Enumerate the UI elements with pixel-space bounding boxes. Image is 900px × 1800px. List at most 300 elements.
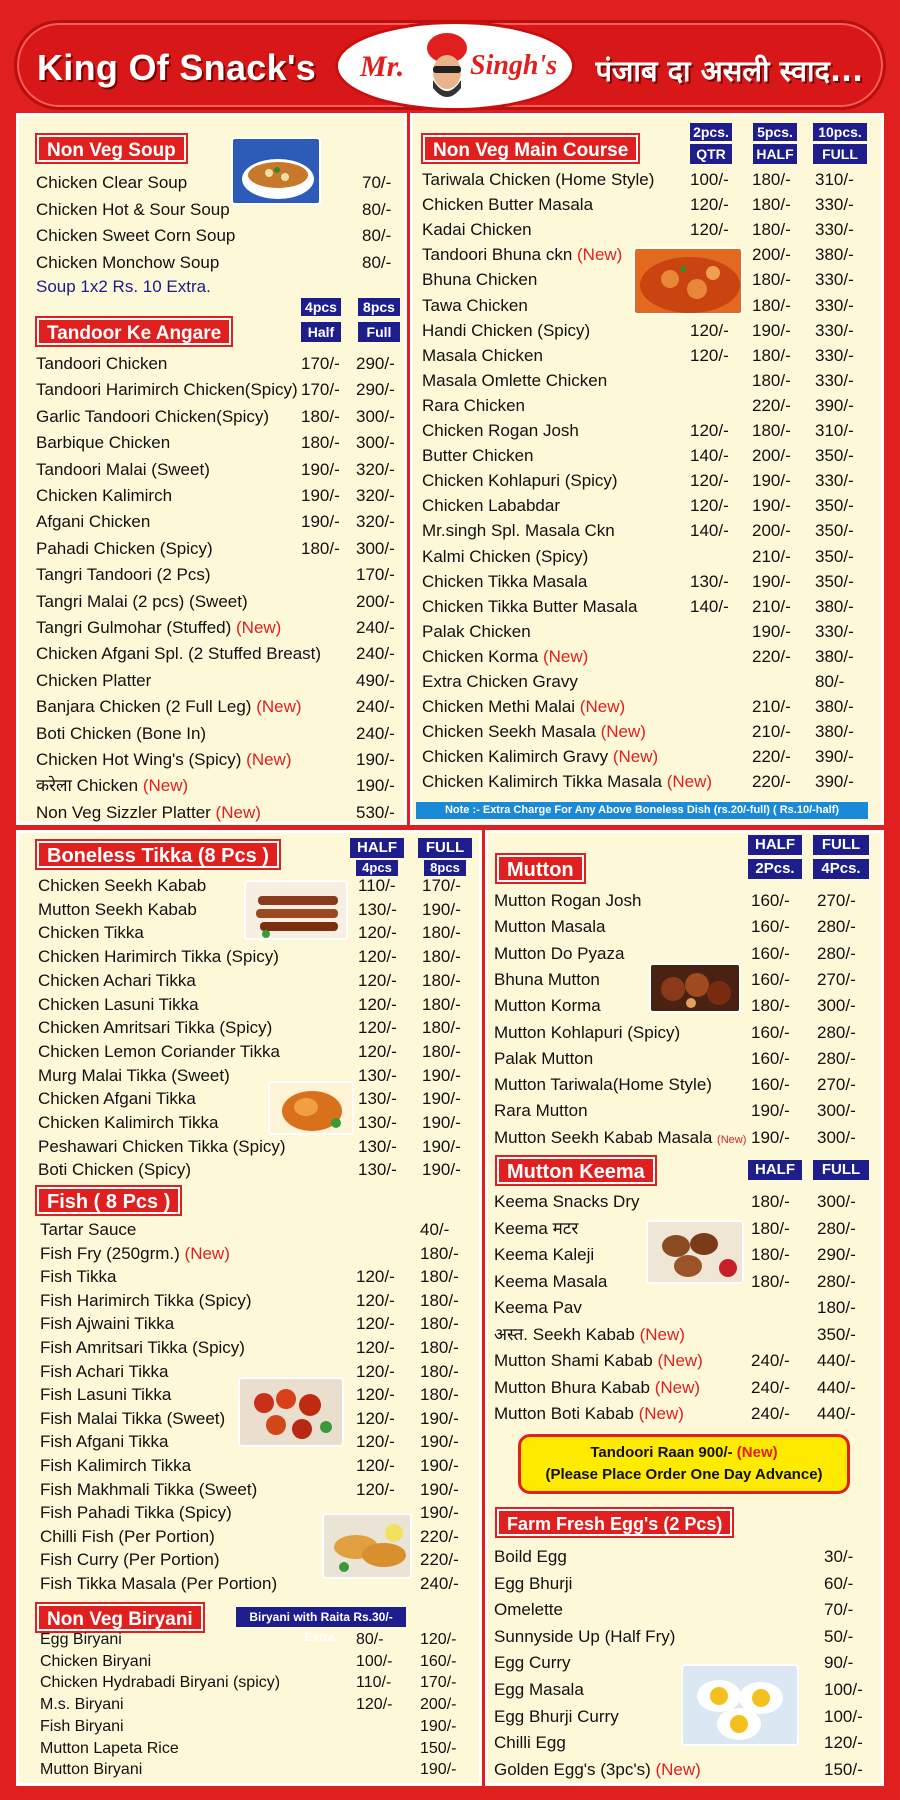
item-name	[36, 405, 269, 428]
half-price: 180/-	[751, 996, 790, 1016]
menu-item	[40, 1628, 480, 1651]
full-price: 240/-	[356, 697, 395, 717]
full-price: 440/-	[817, 1351, 856, 1370]
menu-item	[38, 1111, 478, 1134]
full-price: 190/-	[420, 1408, 459, 1428]
full-price: 320/-	[356, 459, 395, 479]
item-name	[494, 968, 600, 991]
menu-item	[494, 1296, 884, 1319]
full-price: 530/-	[356, 802, 395, 822]
item-name	[422, 620, 531, 643]
item-name	[36, 748, 292, 771]
tandoor-col1-pcs: 4pcs	[301, 298, 341, 316]
full-price: 350/-	[815, 546, 854, 566]
menu-item	[38, 969, 478, 992]
item-name	[40, 1407, 225, 1430]
menu-item	[36, 378, 406, 401]
item-name	[36, 801, 261, 824]
menu-item	[422, 444, 882, 467]
menu-item	[40, 1242, 480, 1265]
half-price: 130/-	[358, 899, 397, 919]
item-name-text: Chicken Rogan Josh	[422, 421, 579, 440]
menu-item	[36, 695, 406, 718]
half-price: 190/-	[752, 621, 791, 641]
full-price: 180/-	[817, 1298, 856, 1317]
main-col1-label: QTR	[690, 144, 732, 164]
half-price: 100/-	[356, 1652, 393, 1670]
item-name	[494, 1625, 675, 1648]
menu-item	[494, 1217, 884, 1240]
menu-item	[40, 1501, 480, 1524]
item-name	[38, 1087, 196, 1110]
full-price: 380/-	[815, 697, 854, 717]
half-price: 180/-	[751, 1192, 790, 1211]
new-tag: (New)	[638, 1404, 684, 1423]
full-price: 150/-	[824, 1759, 863, 1779]
item-name	[38, 1158, 191, 1181]
menu-item	[494, 1758, 884, 1781]
item-name-text: Handi Chicken (Spicy)	[422, 320, 591, 340]
menu-item	[494, 1099, 884, 1122]
item-name	[36, 171, 187, 194]
tandoor-col1-label: Half	[301, 322, 341, 342]
item-name-text: Chilli Fish (Per Portion)	[40, 1526, 215, 1546]
half-price: 180/-	[752, 220, 791, 240]
full-price: 300/-	[356, 538, 395, 558]
half-price: 110/-	[356, 1674, 392, 1692]
item-name	[40, 1548, 219, 1571]
menu-item	[494, 1402, 884, 1425]
menu-item	[422, 419, 882, 442]
item-name-text: Mutton Korma	[494, 996, 601, 1016]
item-name	[494, 1545, 567, 1568]
full-price: 180/-	[422, 923, 461, 943]
item-name-text: Chicken Butter Masala	[422, 195, 594, 215]
item-name	[36, 590, 248, 613]
half-price: 190/-	[301, 486, 340, 505]
half-price: 210/-	[752, 596, 791, 616]
full-price: 30/-	[824, 1547, 854, 1566]
item-name	[422, 419, 579, 442]
full-price: 270/-	[817, 969, 856, 989]
full-price: 180/-	[420, 1385, 459, 1405]
item-name-text: Fish Fry (250grm.)	[40, 1243, 180, 1263]
item-name-text: Mutton Masala	[494, 917, 606, 937]
item-name	[494, 1349, 703, 1372]
item-name	[494, 1705, 619, 1728]
half-price: 180/-	[752, 345, 791, 365]
menu-item	[494, 1073, 884, 1096]
menu-item	[422, 319, 882, 342]
item-name	[494, 1126, 746, 1152]
half-price: 130/-	[358, 1089, 397, 1109]
menu-item	[494, 942, 884, 965]
full-price: 190/-	[420, 1479, 459, 1499]
item-name	[494, 1323, 685, 1346]
item-name-text: Sunnyside Up (Half Fry)	[494, 1626, 676, 1646]
full-price: 280/-	[817, 917, 856, 937]
mutton-col1-pcs: 2Pcs.	[748, 859, 802, 879]
full-price: 180/-	[420, 1243, 459, 1263]
item-name-text: Chicken Tikka Masala	[422, 571, 588, 591]
item-name	[422, 695, 625, 718]
item-name	[38, 1135, 286, 1158]
half-price: 120/-	[356, 1290, 395, 1310]
logo-singh-text: Singh's	[470, 50, 558, 81]
full-price: 330/-	[815, 270, 854, 290]
menu-item	[422, 268, 882, 291]
menu-item	[494, 1047, 884, 1070]
full-price: 190/-	[356, 776, 395, 796]
full-price: 180/-	[422, 970, 461, 990]
full-price: 70/-	[362, 173, 392, 192]
item-name-text: Kalmi Chicken (Spicy)	[422, 546, 589, 566]
full-price: 40/-	[420, 1220, 450, 1239]
item-name-text: Tartar Sauce	[40, 1220, 137, 1239]
item-name-text: Mutton Seekh Kabab Masala	[494, 1127, 713, 1147]
item-name-text: Mutton Kohlapuri (Spicy)	[494, 1022, 681, 1042]
half-price: 120/-	[358, 947, 397, 967]
item-name	[422, 595, 637, 618]
new-tag: (New)	[236, 618, 282, 637]
new-tag: (New)	[612, 747, 659, 767]
item-name	[40, 1312, 174, 1335]
half-price: 180/-	[752, 170, 791, 189]
item-name-text: Fish Kalimirch Tikka	[40, 1456, 192, 1475]
qtr-price: 140/-	[690, 446, 729, 466]
item-name-text: Chicken Kalimirch Gravy	[422, 747, 609, 767]
item-name-text: Tandoori Harimirch Chicken(Spicy)	[36, 380, 298, 400]
menu-item	[494, 1270, 884, 1293]
item-name	[36, 722, 206, 745]
half-price: 190/-	[752, 571, 791, 591]
half-price: 120/-	[358, 970, 397, 990]
item-name	[40, 1693, 124, 1716]
full-price: 180/-	[422, 1018, 461, 1038]
qtr-price: 130/-	[690, 571, 729, 591]
item-name-text: Chicken Harimirch Tikka (Spicy)	[38, 947, 279, 967]
full-price: 320/-	[356, 512, 395, 532]
half-price: 120/-	[358, 923, 397, 943]
item-name-text: Fish Amritsari Tikka (Spicy)	[40, 1338, 245, 1357]
full-price: 200/-	[356, 591, 395, 611]
item-name-text: Egg Curry	[494, 1653, 571, 1673]
full-price: 190/-	[420, 1456, 459, 1475]
full-price: 290/-	[356, 354, 395, 373]
full-price: 270/-	[817, 1075, 856, 1095]
full-price: 190/-	[422, 1160, 461, 1180]
menu-item	[422, 218, 882, 241]
item-name	[36, 537, 213, 560]
full-price: 300/-	[817, 1101, 856, 1121]
item-name	[494, 1758, 701, 1781]
full-price: 310/-	[815, 421, 854, 440]
item-name-text: Bhuna Mutton	[494, 969, 600, 989]
item-name	[422, 469, 618, 492]
menu-item	[422, 545, 882, 568]
item-name	[40, 1383, 171, 1406]
item-name-text: Fish Achari Tikka	[40, 1361, 169, 1381]
menu-item	[36, 774, 406, 797]
item-name	[40, 1715, 124, 1738]
half-price: 110/-	[358, 876, 396, 895]
item-name-text: Chicken Hydrabadi Biryani (spicy)	[40, 1674, 281, 1692]
item-name	[38, 1111, 218, 1134]
full-price: 80/-	[362, 252, 392, 272]
item-name-text: Kadai Chicken	[422, 220, 532, 240]
item-name	[36, 774, 188, 797]
full-price: 180/-	[420, 1267, 459, 1287]
full-price: 190/-	[422, 1113, 461, 1132]
full-price: 300/-	[817, 1192, 856, 1211]
menu-item	[36, 171, 396, 194]
item-name-text: Tandoori Malai (Sweet)	[36, 459, 210, 479]
half-price: 200/-	[752, 446, 791, 466]
item-name-text: Egg Biryani	[40, 1631, 122, 1648]
item-name-text: Chicken Lababdar	[422, 496, 560, 516]
item-name-text: Chilli Egg	[494, 1733, 566, 1753]
section-title-biryani: Non Veg Biryani	[37, 1604, 203, 1631]
item-name-text: Chicken Seekh Kabab	[38, 876, 207, 895]
item-name	[494, 1731, 566, 1754]
item-name	[494, 915, 606, 938]
item-name-text: Fish Ajwaini Tikka	[40, 1314, 175, 1334]
full-price: 280/-	[817, 1271, 856, 1291]
tandoor-col2-label: Full	[358, 322, 400, 342]
item-name-text: Mutton Rogan Josh	[494, 891, 642, 910]
menu-item	[40, 1265, 480, 1288]
item-name	[36, 484, 172, 507]
item-name-text: Fish Malai Tikka (Sweet)	[40, 1408, 226, 1428]
item-name	[422, 519, 615, 542]
menu-item	[36, 510, 406, 533]
full-price: 300/-	[817, 1127, 856, 1147]
menu-item	[40, 1407, 480, 1430]
item-name	[422, 770, 712, 793]
menu-item	[38, 993, 478, 1016]
item-name	[40, 1430, 169, 1453]
item-name-text: Fish Lasuni Tikka	[40, 1385, 172, 1405]
item-name-text: Fish Tikka	[40, 1267, 117, 1287]
raan-new-tag: (New)	[736, 1444, 778, 1461]
full-price: 180/-	[420, 1338, 459, 1357]
item-name	[38, 945, 279, 968]
full-price: 120/-	[420, 1631, 457, 1648]
half-price: 180/-	[751, 1218, 790, 1238]
half-price: 220/-	[752, 772, 791, 792]
half-price: 200/-	[752, 521, 791, 541]
item-name	[40, 1737, 179, 1760]
full-price: 80/-	[362, 226, 392, 245]
half-price: 180/-	[301, 433, 340, 453]
item-name-text: Tangri Tandoori (2 Pcs)	[36, 565, 211, 585]
item-name	[38, 1040, 280, 1063]
full-price: 350/-	[815, 496, 854, 516]
half-price: 170/-	[301, 354, 340, 373]
item-name	[40, 1265, 117, 1288]
full-price: 180/-	[420, 1290, 459, 1310]
menu-item	[422, 620, 882, 643]
main-course-note: Note :- Extra Charge For Any Above Boneless Dish (rs.20/-full) ( Rs.10/-half)	[416, 802, 868, 819]
half-price: 190/-	[301, 459, 340, 479]
item-name-text: Palak Chicken	[422, 621, 531, 641]
item-name	[494, 889, 641, 912]
item-name	[422, 268, 537, 291]
full-price: 190/-	[420, 1761, 457, 1779]
item-name	[40, 1671, 280, 1694]
full-price: 180/-	[422, 1041, 461, 1061]
item-name-text: Fish Biryani	[40, 1717, 124, 1735]
full-price: 180/-	[422, 947, 461, 967]
full-price: 190/-	[420, 1503, 459, 1523]
qtr-price: 100/-	[690, 170, 729, 189]
full-price: 270/-	[817, 891, 856, 910]
full-price: 240/-	[420, 1574, 459, 1593]
menu-item	[494, 968, 884, 991]
qtr-price: 120/-	[690, 195, 729, 215]
menu-item	[40, 1478, 480, 1501]
item-name-text: Mutton Tariwala(Home Style)	[494, 1075, 712, 1095]
menu-item	[494, 1705, 884, 1728]
item-name	[494, 1099, 588, 1122]
half-price: 210/-	[752, 546, 791, 566]
mutton-col1-label: HALF	[748, 835, 802, 855]
keema-col2-label: FULL	[813, 1160, 869, 1180]
brand-title: King Of Snack's	[37, 47, 317, 88]
half-price: 180/-	[752, 421, 791, 440]
full-price: 390/-	[815, 747, 854, 767]
menu-item	[494, 1349, 884, 1372]
full-price: 80/-	[815, 672, 845, 691]
item-name-text: Murg Malai Tikka (Sweet)	[38, 1065, 230, 1085]
section-title-keema: Mutton Keema	[497, 1157, 655, 1184]
tikka-col1-pcs: 4pcs	[356, 860, 398, 876]
item-name-text: Chicken Korma	[422, 646, 539, 666]
menu-item	[36, 251, 396, 274]
menu-item	[40, 1650, 480, 1673]
item-name-text: Fish Makhmali Tikka (Sweet)	[40, 1479, 258, 1499]
item-name	[422, 193, 593, 216]
item-name	[494, 1651, 571, 1674]
menu-item	[422, 344, 882, 367]
qtr-price: 140/-	[690, 521, 729, 541]
item-name	[494, 1047, 593, 1070]
full-price: 490/-	[356, 670, 395, 690]
full-price: 330/-	[815, 320, 854, 340]
menu-item	[38, 1087, 478, 1110]
item-name-text: Fish Afgani Tikka	[40, 1432, 169, 1452]
half-price: 180/-	[752, 270, 791, 290]
item-name-text: Omelette	[494, 1600, 563, 1620]
menu-item	[36, 748, 406, 771]
full-price: 330/-	[815, 345, 854, 365]
menu-item	[36, 722, 406, 745]
full-price: 220/-	[420, 1526, 459, 1546]
new-tag: (New)	[542, 646, 589, 666]
raan-price: Tandoori Raan 900/-	[590, 1444, 733, 1461]
menu-item	[422, 243, 882, 266]
item-name-text: Chicken Sweet Corn Soup	[36, 226, 236, 245]
full-price: 290/-	[817, 1245, 856, 1264]
full-price: 190/-	[422, 1065, 461, 1085]
new-tag: (New)	[657, 1351, 703, 1370]
item-name-text: Chicken Hot Wing's (Spicy)	[36, 750, 242, 769]
full-price: 280/-	[817, 1048, 856, 1068]
item-name-text: Palak Mutton	[494, 1048, 594, 1068]
item-name	[40, 1501, 232, 1524]
item-name-text: Tariwala Chicken (Home Style)	[422, 170, 655, 189]
item-name	[38, 921, 144, 944]
half-price: 240/-	[751, 1404, 790, 1423]
item-name	[38, 1064, 230, 1087]
half-price: 190/-	[752, 320, 791, 340]
menu-item	[36, 198, 396, 221]
full-price: 280/-	[817, 1022, 856, 1042]
item-name	[494, 1270, 607, 1293]
item-name	[422, 218, 532, 241]
half-price: 120/-	[356, 1408, 395, 1428]
item-name-text: Tangri Gulmohar (Stuffed)	[36, 618, 232, 637]
item-name	[494, 1376, 700, 1399]
full-price: 330/-	[815, 621, 854, 641]
full-price: 90/-	[824, 1653, 854, 1673]
half-price: 120/-	[358, 1018, 397, 1038]
item-name-text: Keema Masala	[494, 1271, 608, 1291]
soup-note: Soup 1x2 Rs. 10 Extra.	[36, 277, 211, 296]
menu-item	[494, 1651, 884, 1674]
full-price: 330/-	[815, 471, 854, 491]
item-name	[36, 510, 150, 533]
section-title-mutton: Mutton	[497, 855, 584, 882]
section-title-main-course: Non Veg Main Course	[423, 135, 638, 162]
tikka-col2-pcs: 8pcs	[424, 860, 466, 876]
main-col3-pcs: 10pcs.	[813, 123, 867, 141]
half-price: 160/-	[751, 1022, 790, 1042]
half-price: 160/-	[751, 891, 790, 910]
menu-item	[40, 1360, 480, 1383]
item-name-text: Rara Chicken	[422, 395, 525, 415]
full-price: 300/-	[356, 433, 395, 453]
item-name-text: Chicken Kalimirch	[36, 486, 173, 505]
section-title-tandoor: Tandoor Ke Angare	[37, 318, 231, 345]
menu-item	[36, 458, 406, 481]
item-name	[422, 319, 590, 342]
menu-item	[40, 1693, 480, 1716]
mutton-col2-pcs: 4Pcs.	[813, 859, 869, 879]
full-price: 180/-	[422, 994, 461, 1014]
menu-item	[494, 1545, 884, 1568]
half-price: 220/-	[752, 747, 791, 767]
half-price: 190/-	[752, 496, 791, 516]
full-price: 380/-	[815, 646, 854, 666]
menu-item	[38, 1016, 478, 1039]
menu-item	[36, 224, 396, 247]
item-name-text: Boild Egg	[494, 1547, 567, 1566]
half-price: 120/-	[356, 1696, 393, 1714]
half-price: 120/-	[356, 1456, 395, 1475]
item-name-text: Mutton Shami Kabab	[494, 1351, 653, 1370]
new-tag: (New)	[577, 245, 623, 265]
biryani-raita-note: Biryani with Raita Rs.30/-Extra.	[236, 1607, 406, 1627]
menu-item	[40, 1218, 480, 1241]
half-price: 120/-	[358, 994, 397, 1014]
item-name	[40, 1758, 142, 1781]
half-price: 180/-	[301, 538, 340, 558]
item-name	[40, 1572, 277, 1595]
menu-item	[422, 745, 882, 768]
half-price: 120/-	[356, 1314, 395, 1334]
item-name	[36, 642, 321, 665]
